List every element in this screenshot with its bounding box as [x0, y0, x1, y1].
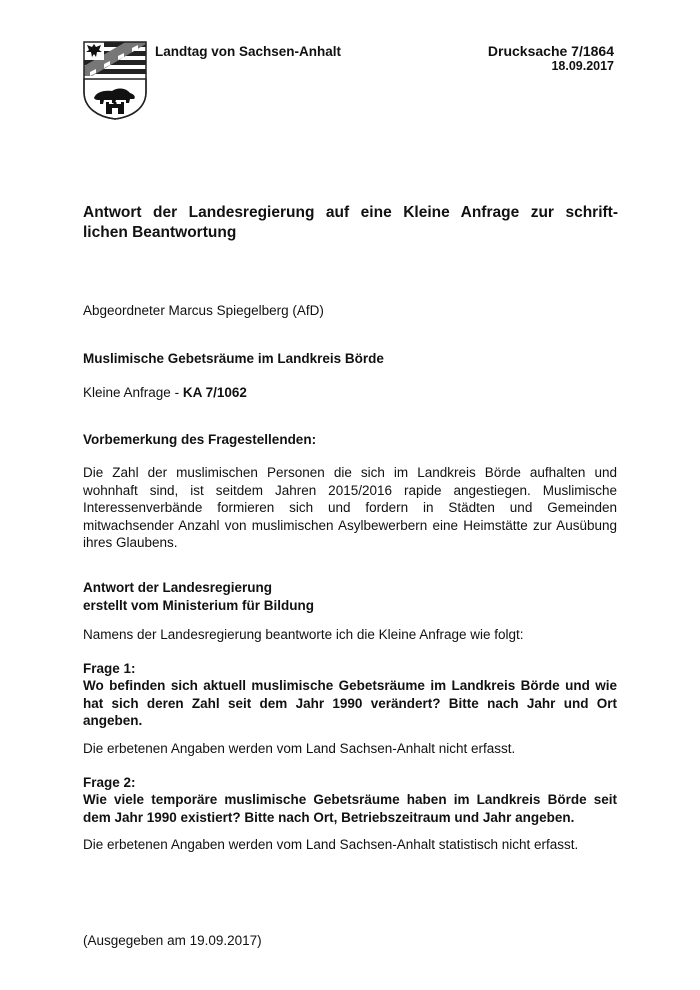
reference-prefix: Kleine Anfrage -: [83, 385, 183, 400]
reference-line: [83, 385, 247, 400]
preliminary-remark-heading: Vorbemerkung des Fragestellenden:: [83, 432, 317, 447]
organization-name: Landtag von Sachsen-Anhalt: [155, 44, 342, 59]
answer-1-text: Die erbetenen Angaben werden vom Land Sachsen-Anhalt nicht erfasst.: [83, 741, 516, 756]
answer-heading-line-2: erstellt vom Ministerium für Bildung: [83, 597, 315, 613]
remark-body: Die Zahl der muslimischen Personen die sich im Landkreis Börde aufhalten und wohnhaft sind, ist seitdem Jahren 2015/2016 rapide angestiegen. Muslimische Interessenverbände formieren sich und fordern in Städten und Gemeinden mitwachsender Anzahl von muslimischen Asylbewerbern eine Heimstätte zur Ausübung ihres Glaubens.: [83, 465, 617, 550]
preliminary-remark-text: [83, 464, 617, 552]
author-line: Abgeordneter Marcus Spiegelberg (AfD): [83, 303, 324, 318]
issue-date-footer: (Ausgegeben am 19.09.2017): [83, 933, 262, 948]
title-line-1: Antwort der Landesregierung auf eine Kleine Anfrage zur schrift-: [83, 204, 618, 221]
question-2-label: Frage 2:: [83, 775, 136, 790]
answer-intro: Namens der Landesregierung beantworte ich die Kleine Anfrage wie folgt:: [83, 627, 524, 642]
subject-heading: Muslimische Gebetsräume im Landkreis Börde: [83, 351, 384, 366]
document-date: 18.09.2017: [551, 59, 614, 73]
answer-heading: [83, 579, 314, 614]
document-id-block: [488, 44, 614, 74]
question-2-text: Wie viele temporäre muslimische Gebetsräume haben im Landkreis Börde seit dem Jahr 1990 existiert? Bitte nach Ort, Betriebszeitraum und Jahr angeben.: [83, 792, 617, 825]
question-1-text: Wo befinden sich aktuell muslimische Gebetsräume im Landkreis Börde und wie hat sich deren Zahl seit dem Jahr 1990 verändert? Bitte nach Jahr und Ort angeben.: [83, 678, 617, 728]
question-1-label: Frage 1:: [83, 661, 136, 676]
answer-heading-line-1: Antwort der Landesregierung: [83, 580, 273, 595]
reference-number: KA 7/1062: [182, 385, 247, 400]
answer-2-text: Die erbetenen Angaben werden vom Land Sachsen-Anhalt statistisch nicht erfasst.: [83, 837, 579, 852]
drucksache-number: Drucksache 7/1864: [487, 43, 614, 59]
title-line-2: lichen Beantwortung: [83, 224, 237, 241]
document-title: [83, 203, 618, 243]
coat-of-arms-logo: [82, 40, 148, 120]
